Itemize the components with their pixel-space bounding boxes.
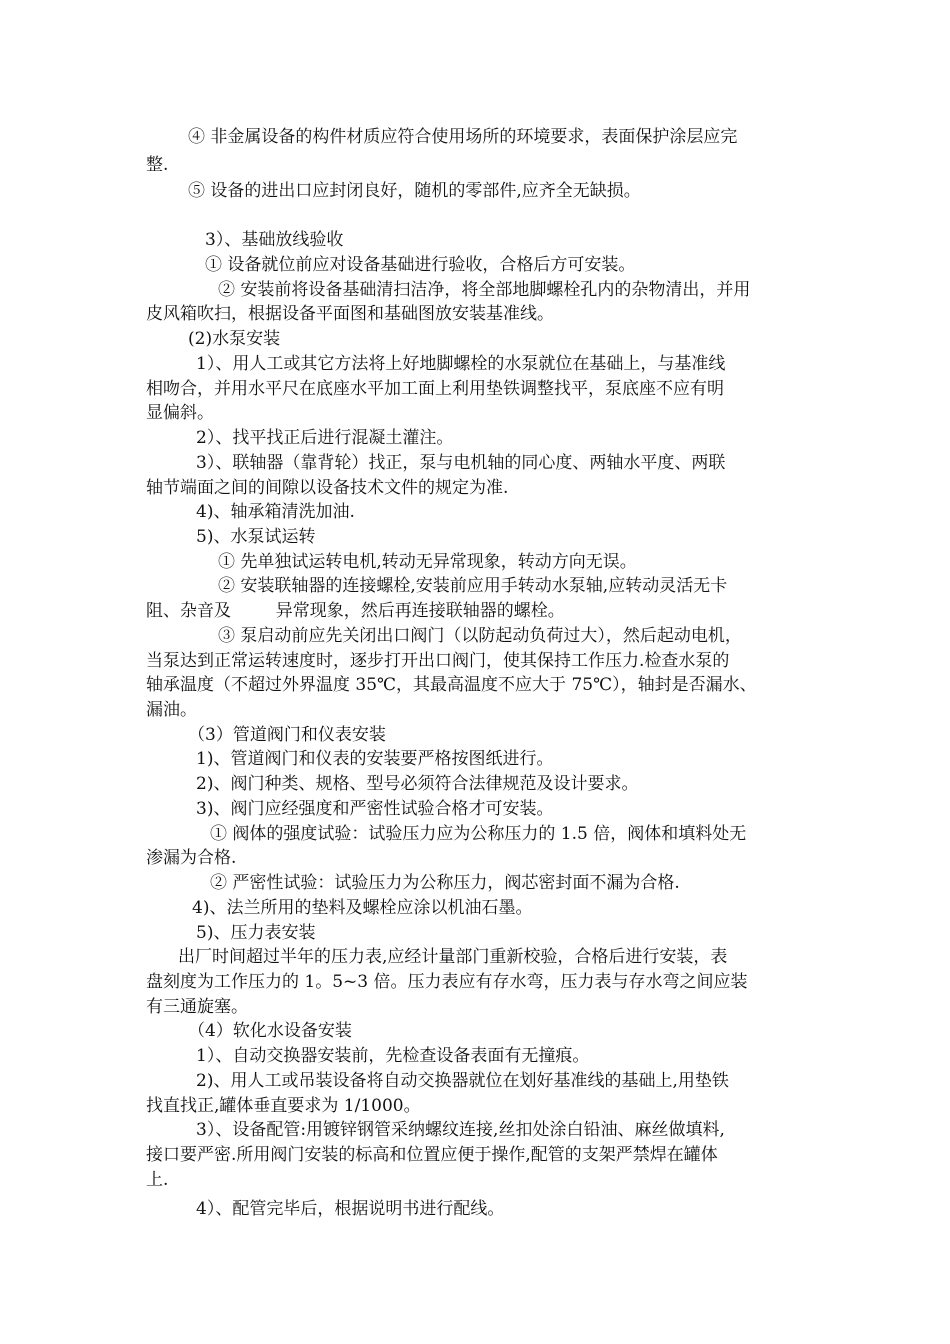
text-line: 出厂时间超过半年的压力表,应经计量部门重新校验，合格后进行安装，表 <box>178 947 728 967</box>
text-line: 3）、设备配管:用镀锌钢管采纳螺纹连接,丝扣处涂白铅油、麻丝做填料, <box>196 1120 725 1140</box>
text-line: 相吻合，并用水平尺在底座水平加工面上利用垫铁调整找平，泵底座不应有明 <box>146 379 724 399</box>
text-line: 盘刻度为工作压力的 1。5~3 倍。压力表应有存水弯，压力表与存水弯之间应装 <box>146 972 748 992</box>
text-line: ① 设备就位前应对设备基础进行验收，合格后方可安装。 <box>205 255 636 275</box>
text-line: 2)、阀门种类、规格、型号必须符合法律规范及设计要求。 <box>196 774 639 794</box>
text-line: 3）、联轴器（靠背轮）找正，泵与电机轴的同心度、两轴水平度、两联 <box>196 453 726 473</box>
text-line: 漏油。 <box>146 700 197 720</box>
section-heading: （3）管道阀门和仪表安装 <box>188 725 386 745</box>
section-heading: (2)水泵安装 <box>188 329 281 349</box>
text-line: ④ 非金属设备的构件材质应符合使用场所的环境要求，表面保护涂层应完 <box>188 127 738 147</box>
text-line: 有三通旋塞。 <box>146 997 248 1017</box>
text-line: ③ 泵启动前应先关闭出口阀门（以防起动负荷过大），然后起动电机， <box>218 626 742 646</box>
text-line: 整. <box>146 155 169 175</box>
text-line: 1）、自动交换器安装前，先检查设备表面有无撞痕。 <box>196 1046 590 1066</box>
section-heading: 5)、水泵试运转 <box>196 527 316 547</box>
text-line: 1）、用人工或其它方法将上好地脚螺栓的水泵就位在基础上，与基准线 <box>196 354 726 374</box>
text-line: ① 阀体的强度试验：试验压力应为公称压力的 1.5 倍，阀体和填料处无 <box>210 824 747 844</box>
text-line: ② 安装前将设备基础清扫洁净，将全部地脚螺栓孔内的杂物清出，并用 <box>218 280 751 300</box>
text-line: ② 安装联轴器的连接螺栓,安装前应用手转动水泵轴,应转动灵活无卡 <box>218 576 728 596</box>
text-line: 上. <box>146 1170 169 1190</box>
text-line: ② 严密性试验：试验压力为公称压力，阀芯密封面不漏为合格. <box>210 873 680 893</box>
section-heading: 5)、压力表安装 <box>196 923 316 943</box>
text-line: 3)、阀门应经强度和严密性试验合格才可安装。 <box>196 799 554 819</box>
text-line: 渗漏为合格. <box>146 848 237 868</box>
text-line: 皮风箱吹扫，根据设备平面图和基础图放安装基准线。 <box>146 304 554 324</box>
text-line: 1)、管道阀门和仪表的安装要严格按图纸进行。 <box>196 749 554 769</box>
text-line: ⑤ 设备的进出口应封闭良好，随机的零部件,应齐全无缺损。 <box>188 181 641 201</box>
text-line: 4)、轴承箱清洗加油. <box>196 502 355 522</box>
text-line: ① 先单独试运转电机,转动无异常现象，转动方向无误。 <box>218 552 637 572</box>
text-line: 轴承温度（不超过外界温度 35℃，其最高温度不应大于 75℃），轴封是否漏水、 <box>146 675 757 695</box>
text-line: 4)、法兰所用的垫料及螺栓应涂以机油石墨。 <box>192 898 533 918</box>
text-line: 2)、用人工或吊装设备将自动交换器就位在划好基准线的基础上,用垫铁 <box>196 1071 729 1091</box>
text-line: 轴节端面之间的间隙以设备技术文件的规定为准. <box>146 478 509 498</box>
text-line: 显偏斜。 <box>146 403 214 423</box>
text-line: 4）、配管完毕后，根据说明书进行配线。 <box>196 1199 505 1219</box>
text-line: 找直找正,罐体垂直要求为 1/1000。 <box>146 1096 421 1116</box>
section-heading: 3）、基础放线验收 <box>205 230 344 250</box>
section-heading: （4）软化水设备安装 <box>188 1021 352 1041</box>
text-line: 阻、杂音及 异常现象，然后再连接联轴器的螺栓。 <box>146 601 565 621</box>
text-line: 当泵达到正常运转速度时，逐步打开出口阀门，使其保持工作压力.检查水泵的 <box>146 651 730 671</box>
text-line: 接口要严密.所用阀门安装的标高和位置应便于操作,配管的支架严禁焊在罐体 <box>146 1145 718 1165</box>
text-line: 2）、找平找正后进行混凝土灌注。 <box>196 428 454 448</box>
